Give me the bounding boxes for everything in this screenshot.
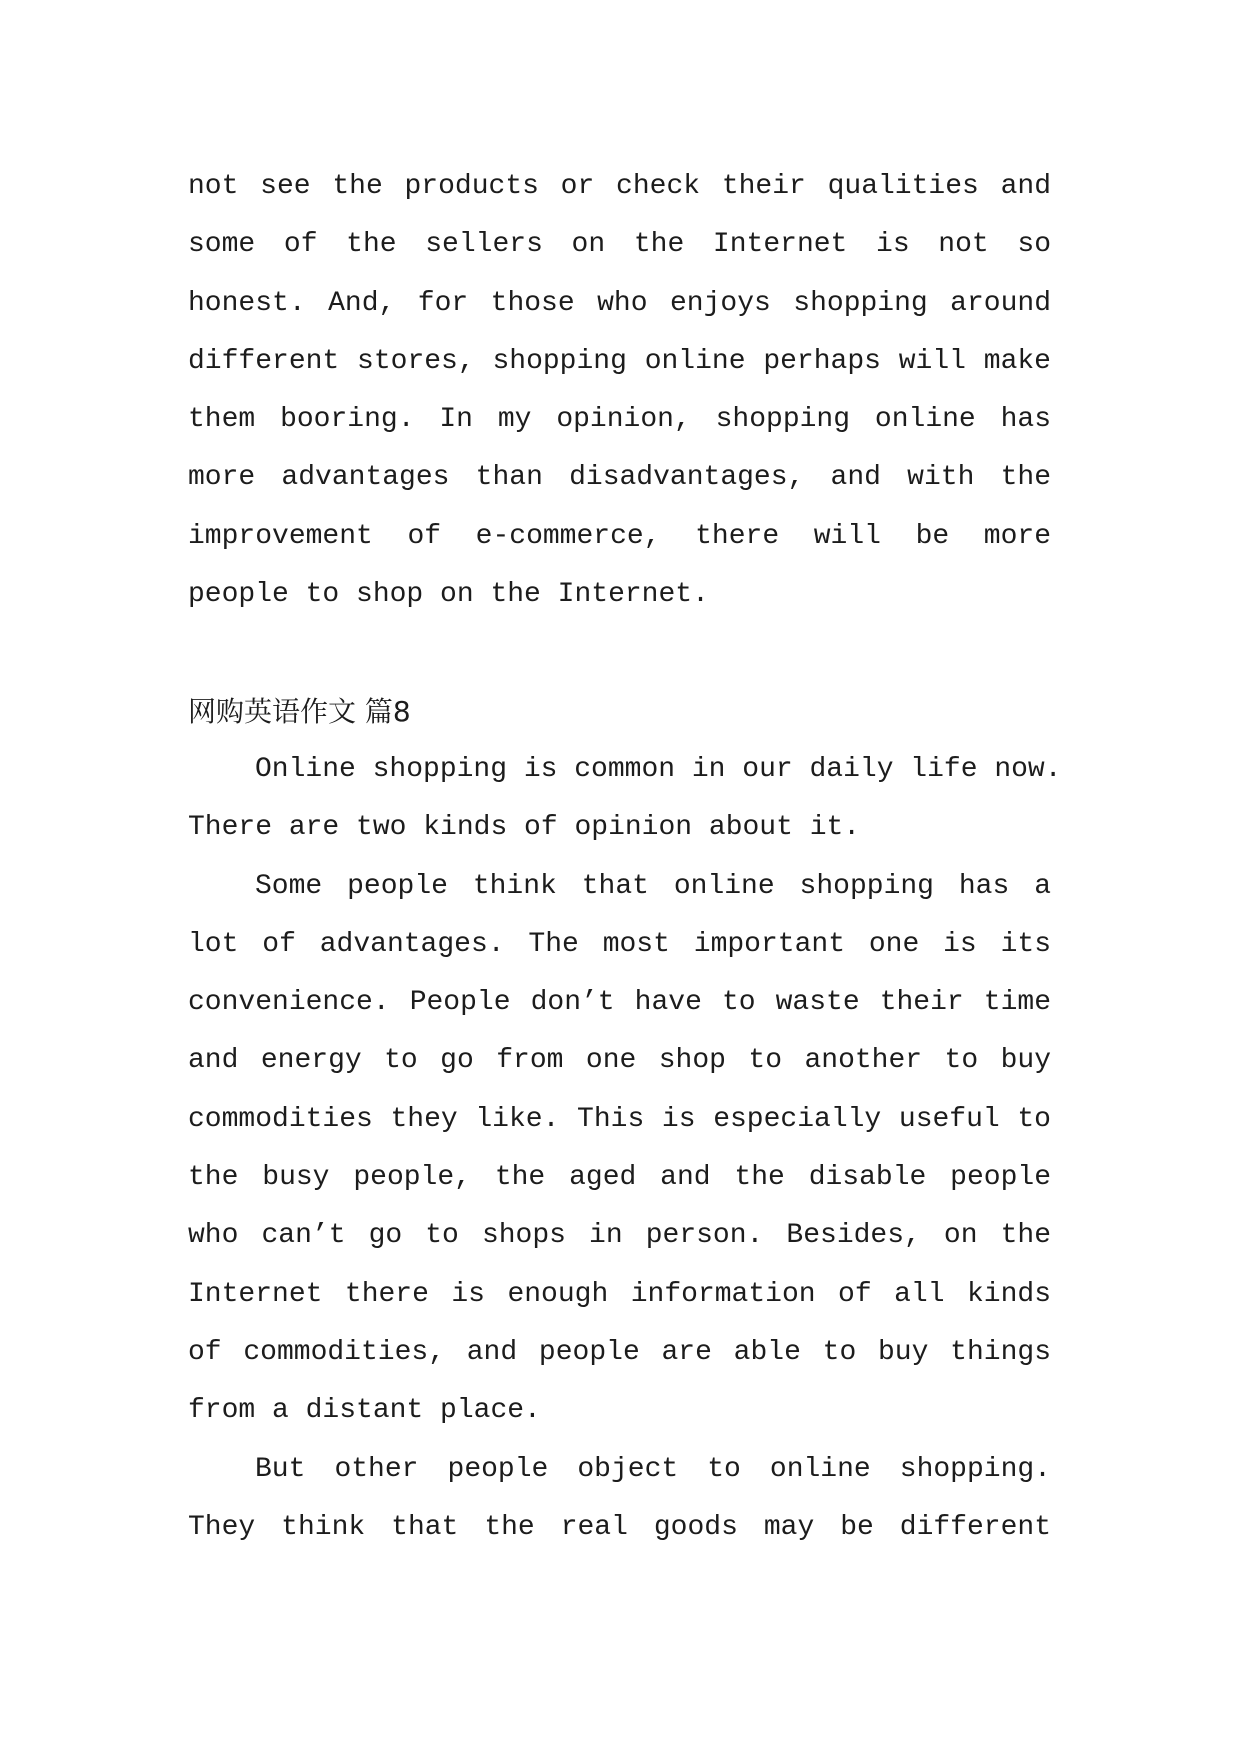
- blank-line: [188, 624, 1051, 682]
- text-line: them booring. In my opinion, shopping online has: [188, 404, 1051, 436]
- text-line: improvement of e-commerce, there will be more: [188, 520, 1051, 552]
- text-line: Internet there is enough information of all kinds: [188, 1278, 1051, 1310]
- text-line: commodities they like. This is especially useful to: [188, 1103, 1051, 1135]
- text-line: But other people object to online shopping.: [255, 1453, 1051, 1485]
- text-line: Online shopping is common in our daily life now.: [255, 753, 1062, 785]
- section-heading: 网购英语作文 篇8: [188, 694, 411, 728]
- text-line: some of the sellers on the Internet is not so: [188, 229, 1051, 261]
- paragraph-continuation: [188, 158, 1051, 624]
- text-line: honest. And, for those who enjoys shopping around: [188, 287, 1051, 319]
- text-line: who can’t go to shops in person. Besides, on the: [188, 1220, 1051, 1252]
- paragraph: [188, 858, 1051, 1441]
- text-line: not see the products or check their qualities and: [188, 171, 1051, 202]
- text-line: different stores, shopping online perhaps will make: [188, 345, 1051, 377]
- text-line: and energy to go from one shop to another to buy: [188, 1045, 1051, 1077]
- text-line: more advantages than disadvantages, and with the: [188, 462, 1051, 494]
- text-line: They think that the real goods may be different: [188, 1511, 1051, 1543]
- text-line: people to shop on the Internet.: [188, 579, 709, 611]
- paragraph: [188, 1441, 1051, 1558]
- text-line: from a distant place.: [188, 1395, 541, 1427]
- text-line: Some people think that online shopping has a: [255, 870, 1051, 902]
- text-line: convenience. People don’t have to waste their time: [188, 987, 1051, 1019]
- paragraph: [188, 741, 1062, 858]
- text-line: the busy people, the aged and the disable people: [188, 1162, 1051, 1194]
- text-line: There are two kinds of opinion about it.: [188, 812, 861, 844]
- text-line: lot of advantages. The most important one is its: [188, 928, 1051, 960]
- document-body: [188, 158, 1062, 1557]
- text-line: of commodities, and people are able to buy things: [188, 1336, 1051, 1368]
